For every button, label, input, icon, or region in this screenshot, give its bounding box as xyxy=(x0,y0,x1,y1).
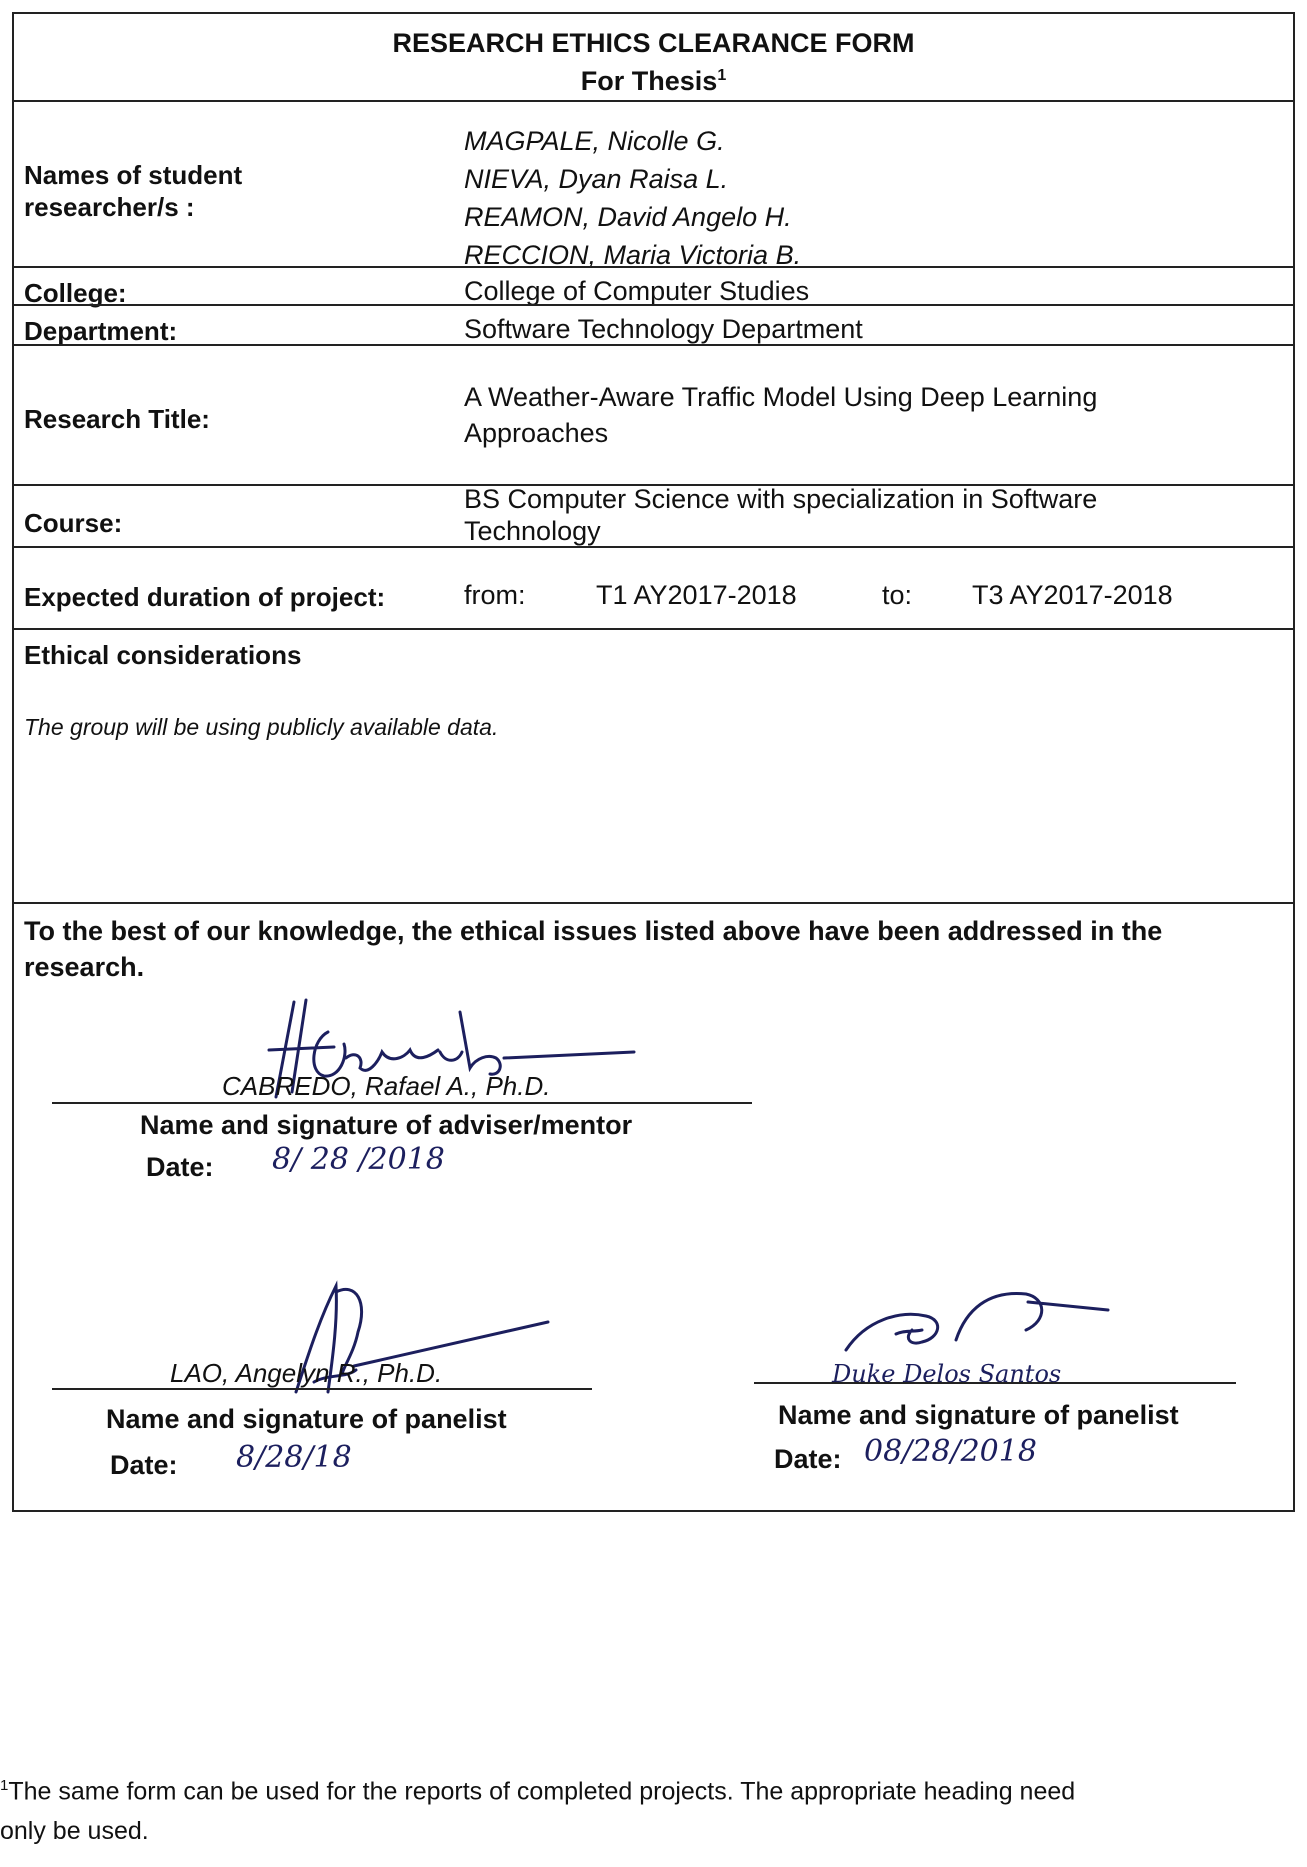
panelist1-name: LAO, Angelyn R., Ph.D. xyxy=(170,1358,443,1388)
duration-from-value: T1 AY2017-2018 xyxy=(596,580,797,610)
students-label: Names of student xyxy=(24,160,243,190)
college-value: College of Computer Studies xyxy=(464,276,810,306)
duration-to-label: to: xyxy=(882,580,913,610)
divider xyxy=(14,100,1293,102)
adviser-name: CABREDO, Rafael A., Ph.D. xyxy=(222,1071,551,1101)
ethics-label: Ethical considerations xyxy=(24,640,302,670)
divider xyxy=(14,304,1293,306)
duration-to-value: T3 AY2017-2018 xyxy=(972,580,1173,610)
student-name: NIEVA, Dyan Raisa L. xyxy=(464,164,729,194)
adviser-signature-line xyxy=(52,1102,752,1104)
duration-label: Expected duration of project: xyxy=(24,582,386,612)
course-value: BS Computer Science with specialization in Software xyxy=(464,484,1098,514)
subtitle-footnote-mark: 1 xyxy=(717,67,727,84)
students-label-2: researcher/s : xyxy=(24,192,195,222)
statement-text-2: research. xyxy=(24,952,145,982)
panelist2-signature-line xyxy=(754,1382,1236,1384)
duration-from-label: from: xyxy=(464,580,526,610)
panelist2-date-value: 08/28/2018 xyxy=(864,1434,1037,1469)
panelist2-signature xyxy=(826,1280,1116,1360)
adviser-date-value: 8/ 28 /2018 xyxy=(272,1142,445,1177)
department-label: Department: xyxy=(24,316,178,346)
divider xyxy=(14,546,1293,548)
student-name: REAMON, David Angelo H. xyxy=(464,202,792,232)
form-title: RESEARCH ETHICS CLEARANCE FORM xyxy=(392,28,915,58)
panelist1-signature-line xyxy=(52,1388,592,1390)
clearance-form xyxy=(12,12,1295,1512)
college-label: College: xyxy=(24,278,127,308)
course-value-2: Technology xyxy=(464,516,601,546)
adviser-date-label: Date: xyxy=(146,1152,214,1182)
footnote-mark: 1 xyxy=(0,1777,9,1794)
ethics-text: The group will be using publicly available data. xyxy=(24,714,499,740)
research-title-label: Research Title: xyxy=(24,404,210,434)
course-label: Course: xyxy=(24,508,123,538)
panelist1-date-value: 8/28/18 xyxy=(236,1440,352,1475)
research-title-value: A Weather-Aware Traffic Model Using Deep Learning xyxy=(464,382,1098,412)
research-title-value-2: Approaches xyxy=(464,418,609,448)
panelist1-date-label: Date: xyxy=(110,1450,178,1480)
statement-text: To the best of our knowledge, the ethical issues listed above have been addressed in the xyxy=(24,916,1163,946)
footnote: $^1$The same form can be used for the reports of completed projects. The appropriate heading need xyxy=(0,1777,1076,1806)
divider xyxy=(14,344,1293,346)
panelist1-caption: Name and signature of panelist xyxy=(106,1404,507,1434)
adviser-caption: Name and signature of adviser/mentor xyxy=(140,1110,633,1140)
divider xyxy=(14,266,1293,268)
student-name: RECCION, Maria Victoria B. xyxy=(464,240,802,270)
department-value: Software Technology Department xyxy=(464,314,863,344)
student-name: MAGPALE, Nicolle G. xyxy=(464,126,725,156)
panelist2-date-label: Date: xyxy=(774,1444,842,1474)
panelist2-name: Duke Delos Santos xyxy=(832,1360,1062,1388)
footnote-2: only be used. xyxy=(0,1817,149,1845)
form-subtitle: For Thesis$^1$ xyxy=(580,66,727,96)
divider xyxy=(14,628,1293,630)
panelist2-caption: Name and signature of panelist xyxy=(778,1400,1179,1430)
divider xyxy=(14,902,1293,904)
